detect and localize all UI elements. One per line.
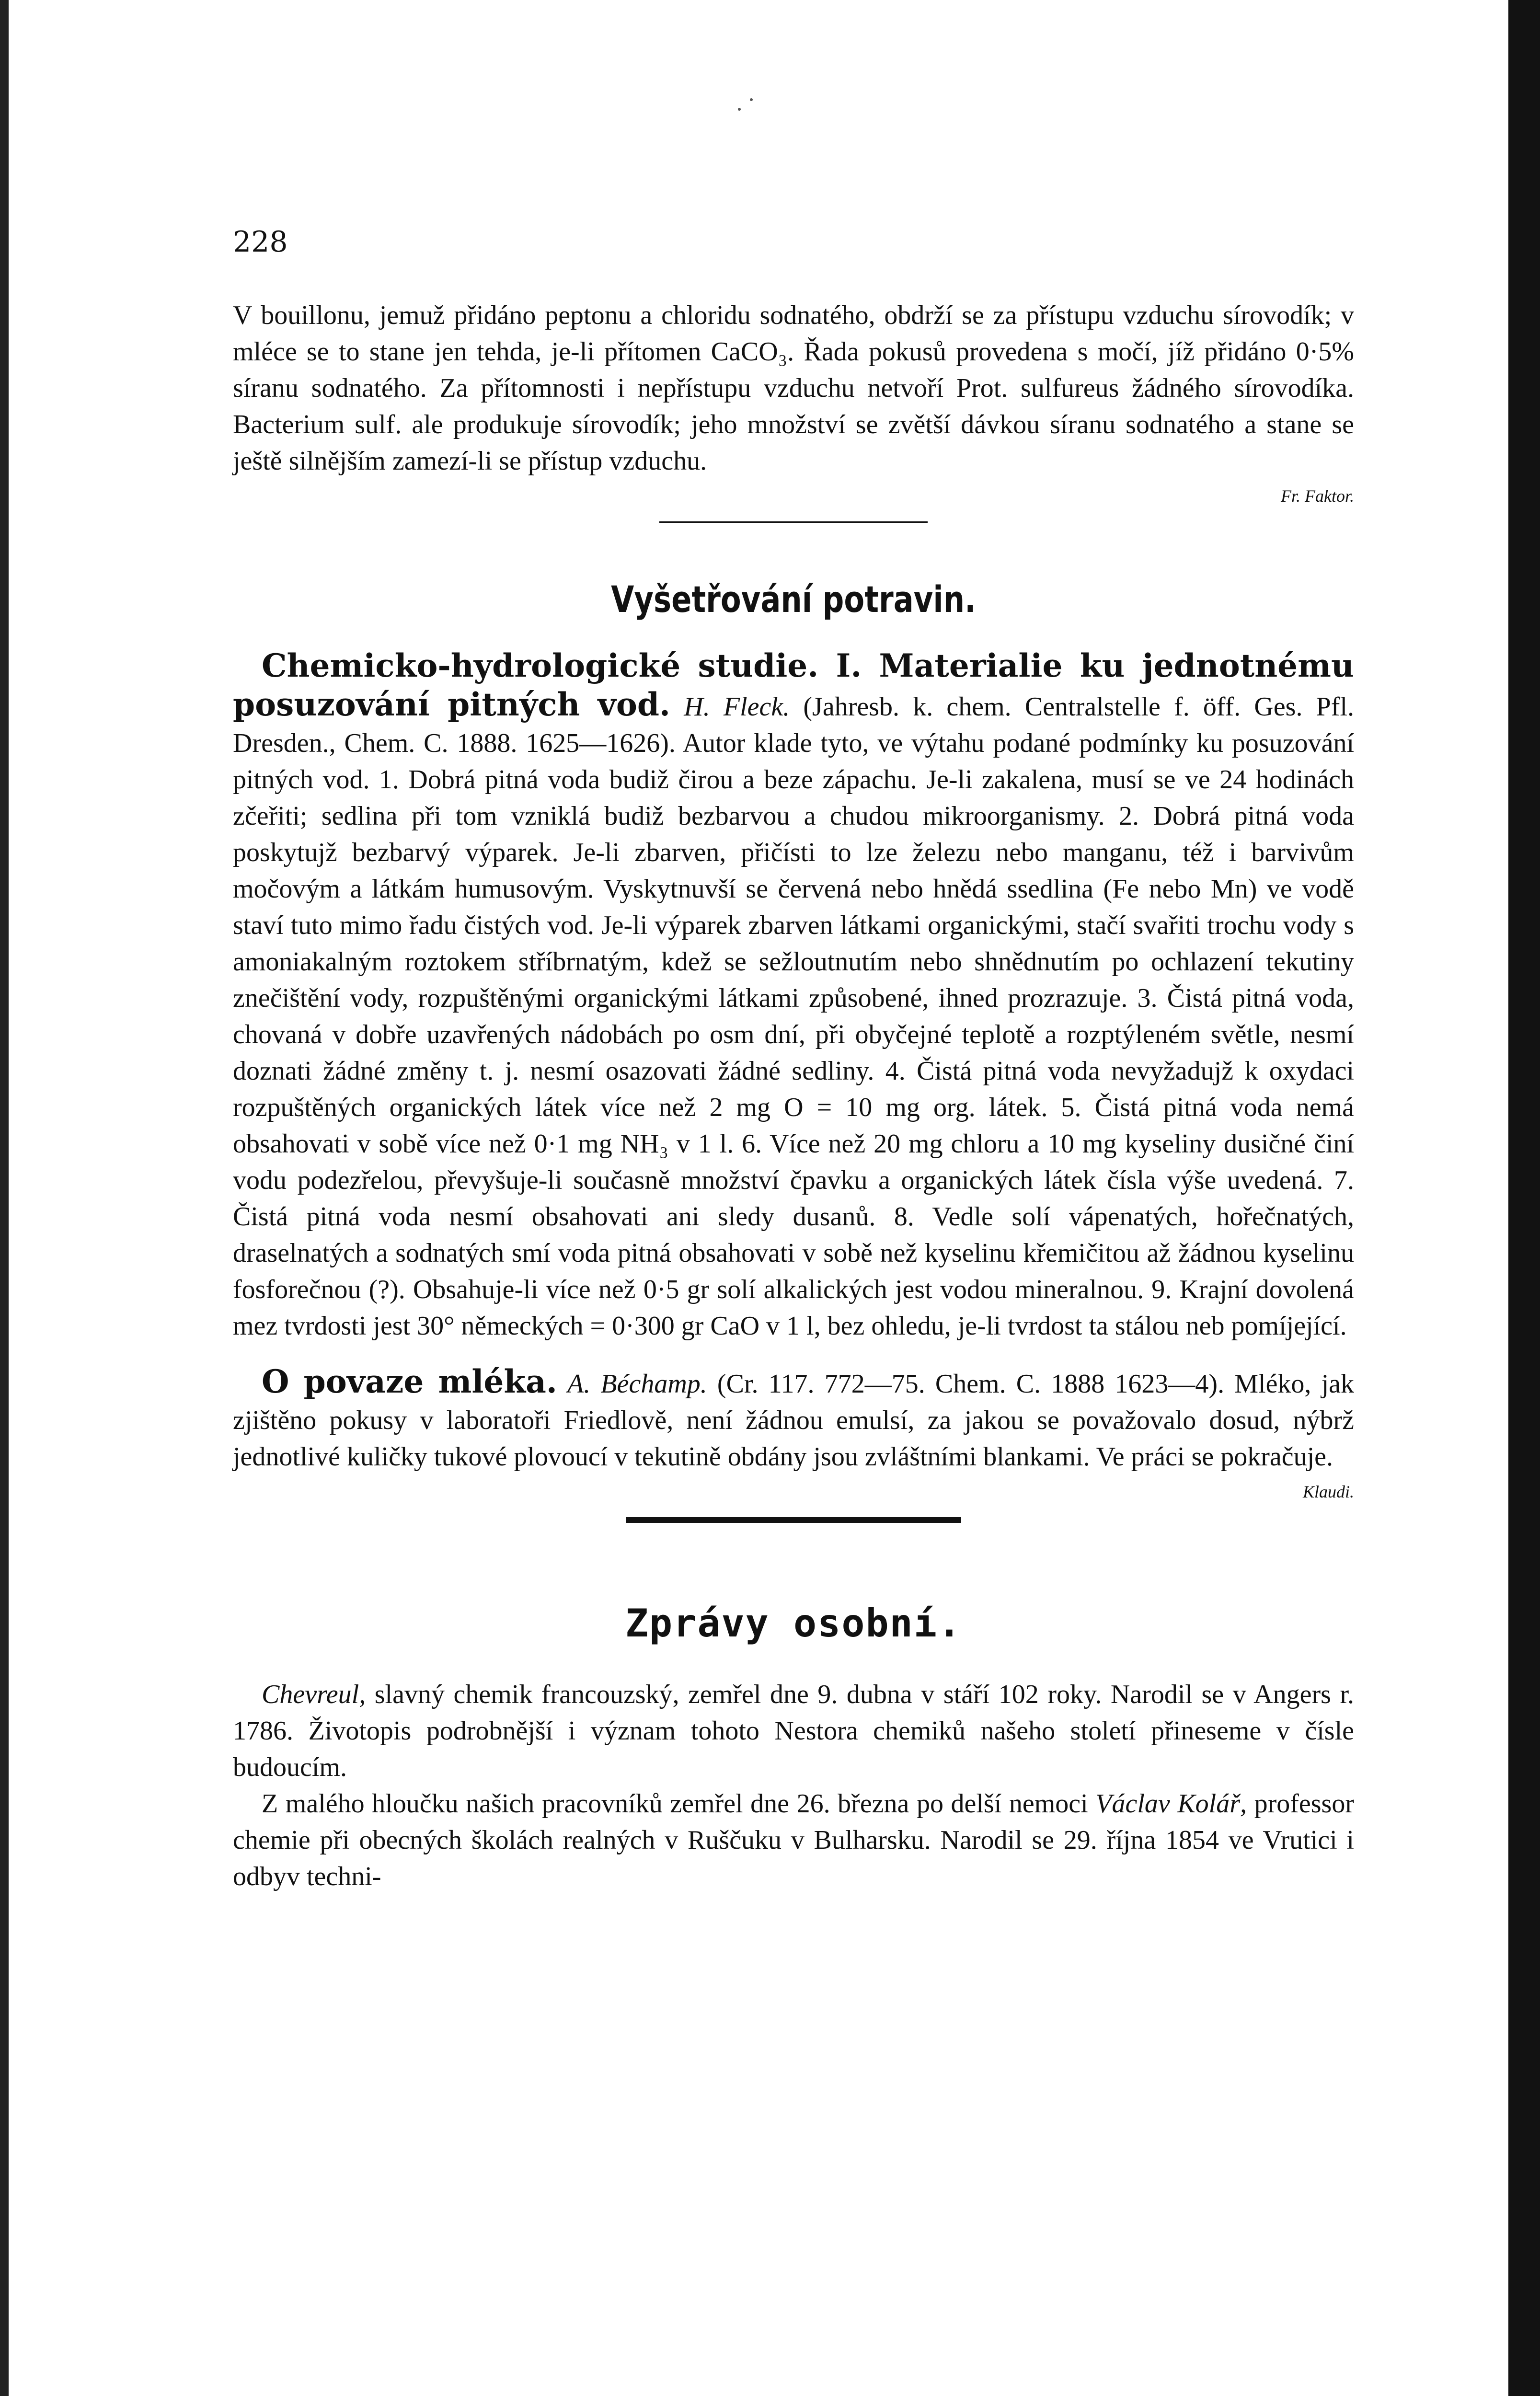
signature-klaudi: Klaudi. [1302,1482,1354,1501]
obituary-intro: Z malého hloučku našich pracovníků zemřel dne 26. března po delší nemoci [262,1789,1096,1819]
obituary-body: professor chemie při obecných školách realných v Ruščuku v Bulharsku. Narodil se 29. října 1854 ve Vrutici i odbyv techni- [233,1789,1354,1891]
article-headline: O povaze mléka. [262,1363,557,1400]
article-author: H. Fleck. [684,692,790,722]
obituary-kolar [233,1785,1354,1895]
section-title-vysetrovani: Vyšetřování potravin. [611,578,976,621]
scan-speck [750,98,753,101]
scan-speck [738,108,741,111]
divider [659,521,928,523]
signature-faktor: Fr. Faktor. [1281,486,1354,506]
article-body: (Jahresb. k. chem. Centralstelle f. öff. Ges. Pfl. Dresden., Chem. C. 1888. 1625—1626). Autor klade tyto, ve výtahu podané podmínky ku posuzování pitných vod. 1. Dobrá pitná voda budiž čirou a beze zápachu. Je-li zakalena, musí se ve 24 hodinách zčeřiti; sedlina při tom vzniklá budiž bezbarvou a chudou mikroorganismy. 2. Dobrá pitná voda poskytujž bezbarvý výparek. Je-li zbarven, přičísti to lze železu nebo manganu, též i barvivům močovým a látkám humusovým. Vyskytnuvší se červená nebo hnědá ssedlina (Fe nebo Mn) ve vodě staví tuto mimo řadu čistých vod. Je-li výparek zbarven látkami organickými, stačí svařiti trochu vody s amoniakalným roztokem stříbrnatým, kdež se sežloutnutím nebo shnědnutím po ochlazení tekutiny znečištění vody, rozpuštěnými organickými látkami způsobené, ihned prozrazuje. 3. Čistá pitná voda, chovaná v dobře uzavřených nádobách po osm dní, při obyčejné teplotě a rozptýleném světle, nesmí doznati žádné změny t. j. nesmí osazovati žádné sedliny. 4. Čistá pitná voda nevyžadujž k oxydaci rozpuštěných organických látek více než 2 mg O = 10 mg org. látek. 5. Čistá pitná voda nemá obsahovati v sobě více než 0·1 mg NH₃ v 1 l. 6. Více než 20 mg chloru a 10 mg kyseliny dusičné činí vodu podezřelou, převyšuje-li současně množství čpavku a organických látek čísla výše uvedená. 7. Čistá pitná voda nesmí obsahovati ani sledy dusanů. 8. Vedle solí vápenatých, hořečnatých, draselnatých a sodnatých smí voda pitná obsahovati v sobě než kyselinu křemičitou až žádnou kyselinu fosforečnou (?). Obsahuje-li více než 0·5 gr solí alkalických jest vodou mineralnou. 9. Krajní dovolená mez tvrdosti jest 30° německých = 0·300 gr CaO v 1 l, bez ohledu, je-li tvrdost ta stálou neb pomíjející. [233,692,1355,1341]
article-body: (Cr. 117. 772—75. Chem. C. 1888 1623—4). Mléko, jak zjištěno pokusy v laboratoři Friedlově, není žádnou emulsí, za jakou se považovalo dosud, nýbrž jednotlivé kuličky tukové plovoucí v tekutině obdány jsou zvláštními blankami. Ve práci se pokračuje. [233,1369,1354,1472]
article-o-povaze-mleka [233,1363,1354,1475]
article-chemicko-hydrologicke [233,647,1354,1344]
article-author: A. Béchamp. [567,1369,707,1399]
section-title-zpravy-osobni: Zprávy osobní. [625,1601,962,1646]
obituary-chevreul [233,1676,1354,1785]
scan-edge-left [0,0,9,2396]
article-headline: Chemicko-hydrologické studie. I. Materialie ku jednotnému posuzování pitných vod. [233,647,1354,723]
obituary-body: slavný chemik francouzský, zemřel dne 9. dubna v stáří 102 roky. Narodil se v Angers r. 1786. Životopis podrobnější i význam tohoto Nestora chemiků našeho století přineseme v čísle budoucím. [233,1680,1354,1782]
double-divider [626,1517,961,1523]
person-name: Václav Kolář, [1095,1789,1247,1819]
text-column [233,297,1354,1895]
scan-edge-right [1508,0,1540,2396]
page-number: 228 [233,225,288,259]
paragraph-bacteria: V bouillonu, jemuž přidáno peptonu a chloridu sodnatého, obdrží se za přístupu vzduchu sírovodík; v mléce se to stane jen tehda, je-li přítomen CaCO₃. Řada pokusů provedena s močí, jíž přidáno 0·5% síranu sodnatého. Za přítomnosti i nepřístupu vzduchu netvoří Prot. sulfureus žádného sírovodíka. Bacterium sulf. ale produkuje sírovodík; jeho množství se zvětší dávkou síranu sodnatého a stane se ještě silnějším zamezí-li se přístup vzduchu. [233,300,1354,476]
person-name: Chevreul, [262,1680,366,1709]
